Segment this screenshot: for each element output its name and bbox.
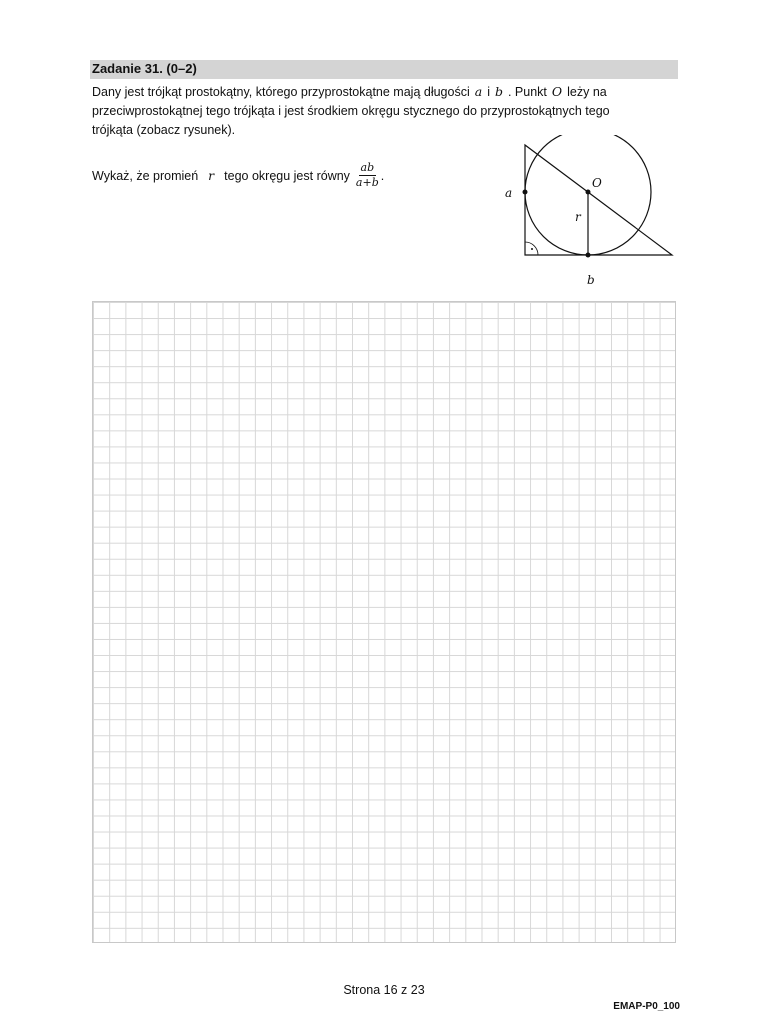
prove-statement (92, 162, 384, 189)
answer-grid[interactable] (92, 301, 676, 943)
statement-line-2: przeciwprostokątnej tego trójkąta i jest środkiem okręgu stycznego do przyprostokątnych tego (92, 104, 610, 118)
label-b: b (587, 273, 595, 287)
conj-i: i (487, 85, 490, 99)
prove-text-a: Wykaż, że promień (92, 168, 199, 183)
page-number: Strona 16 z 23 (343, 983, 425, 997)
statement-text-1b: . Punkt (507, 85, 547, 99)
center-point (586, 190, 591, 195)
task-title: Zadanie 31. (0–2) (92, 61, 197, 76)
label-a: a (505, 186, 513, 200)
var-b: b (494, 84, 503, 99)
label-O: O (592, 176, 602, 190)
right-angle-dot (531, 248, 533, 250)
prove-text-b: tego okręgu jest równy (224, 168, 350, 183)
statement-line-3: trójkąta (zobacz rysunek). (92, 123, 236, 137)
statement-line-1 (92, 82, 682, 102)
fraction (356, 162, 379, 189)
tangent-point-a (523, 190, 528, 195)
var-a: a (474, 84, 483, 99)
prove-period: . (380, 168, 385, 183)
var-O: O (551, 84, 563, 99)
fraction-denominator: a+b (355, 176, 379, 189)
label-r: r (575, 210, 581, 224)
fraction-numerator: ab (360, 161, 375, 174)
statement-text-1 (92, 82, 607, 102)
var-r: r (208, 168, 215, 183)
statement-text-1a: Dany jest trójkąt prostokątny, którego przyprostokątne mają długości (92, 85, 470, 99)
tangent-point-b (586, 253, 591, 258)
triangle-figure (495, 135, 685, 295)
task-statement (92, 82, 682, 140)
exam-code: EMAP-P0_100 (613, 1001, 680, 1012)
statement-text-1c: leży na (567, 85, 607, 99)
